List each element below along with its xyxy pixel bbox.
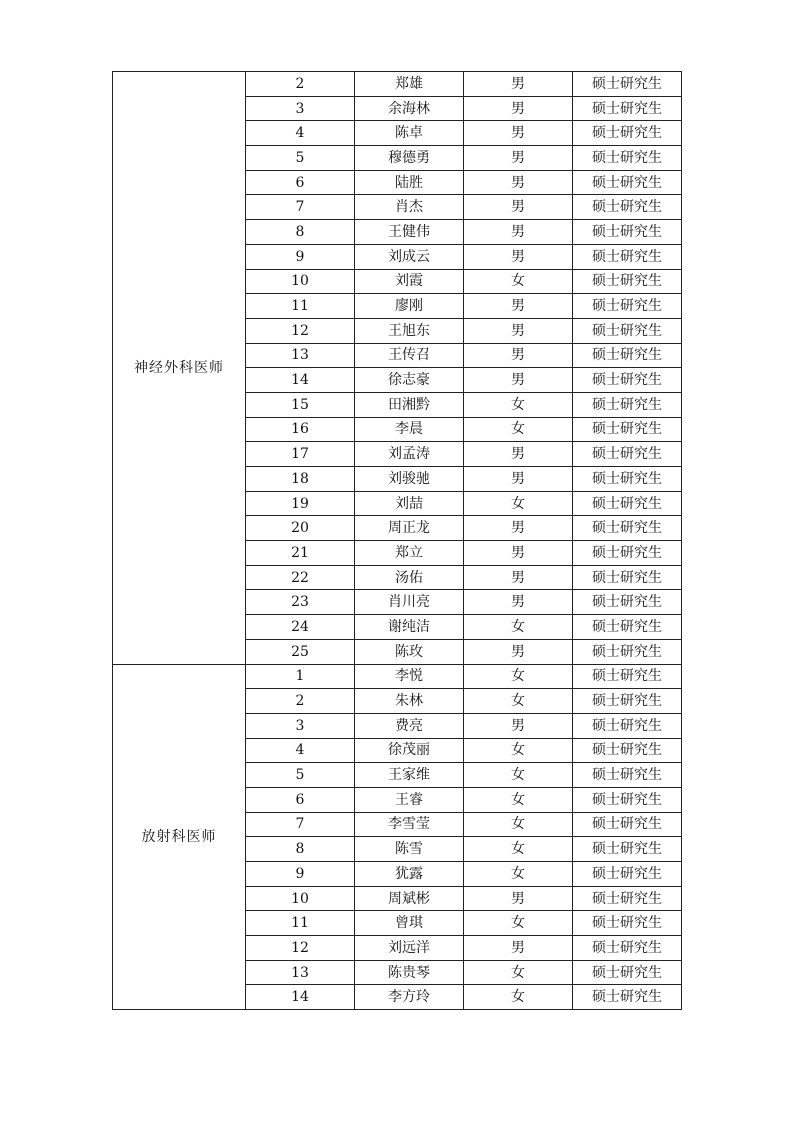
gender-cell: 男 xyxy=(464,368,573,393)
number-cell: 18 xyxy=(246,467,355,492)
number-cell: 9 xyxy=(246,244,355,269)
number-cell: 6 xyxy=(246,170,355,195)
name-cell: 王健伟 xyxy=(355,220,464,245)
name-cell: 犹露 xyxy=(355,862,464,887)
number-cell: 3 xyxy=(246,96,355,121)
number-cell: 12 xyxy=(246,936,355,961)
degree-cell: 硕士研究生 xyxy=(573,565,682,590)
degree-cell: 硕士研究生 xyxy=(573,392,682,417)
degree-cell: 硕士研究生 xyxy=(573,491,682,516)
number-cell: 6 xyxy=(246,787,355,812)
name-cell: 陈卓 xyxy=(355,121,464,146)
degree-cell: 硕士研究生 xyxy=(573,417,682,442)
gender-cell: 男 xyxy=(464,195,573,220)
number-cell: 17 xyxy=(246,442,355,467)
number-cell: 20 xyxy=(246,516,355,541)
name-cell: 李方玲 xyxy=(355,985,464,1010)
number-cell: 23 xyxy=(246,590,355,615)
gender-cell: 女 xyxy=(464,615,573,640)
gender-cell: 男 xyxy=(464,639,573,664)
gender-cell: 女 xyxy=(464,664,573,689)
degree-cell: 硕士研究生 xyxy=(573,689,682,714)
degree-cell: 硕士研究生 xyxy=(573,590,682,615)
gender-cell: 女 xyxy=(464,491,573,516)
degree-cell: 硕士研究生 xyxy=(573,244,682,269)
gender-cell: 女 xyxy=(464,960,573,985)
gender-cell: 男 xyxy=(464,516,573,541)
number-cell: 5 xyxy=(246,763,355,788)
number-cell: 14 xyxy=(246,368,355,393)
number-cell: 5 xyxy=(246,146,355,171)
degree-cell: 硕士研究生 xyxy=(573,763,682,788)
gender-cell: 男 xyxy=(464,72,573,97)
gender-cell: 男 xyxy=(464,294,573,319)
number-cell: 8 xyxy=(246,220,355,245)
degree-cell: 硕士研究生 xyxy=(573,146,682,171)
number-cell: 11 xyxy=(246,911,355,936)
name-cell: 周正龙 xyxy=(355,516,464,541)
degree-cell: 硕士研究生 xyxy=(573,195,682,220)
name-cell: 徐茂丽 xyxy=(355,738,464,763)
gender-cell: 男 xyxy=(464,170,573,195)
name-cell: 刘成云 xyxy=(355,244,464,269)
gender-cell: 女 xyxy=(464,738,573,763)
name-cell: 肖杰 xyxy=(355,195,464,220)
department-cell: 放射科医师 xyxy=(113,664,246,1010)
name-cell: 王传召 xyxy=(355,343,464,368)
name-cell: 刘喆 xyxy=(355,491,464,516)
number-cell: 11 xyxy=(246,294,355,319)
degree-cell: 硕士研究生 xyxy=(573,467,682,492)
gender-cell: 女 xyxy=(464,392,573,417)
gender-cell: 男 xyxy=(464,936,573,961)
name-cell: 王睿 xyxy=(355,787,464,812)
name-cell: 刘骏驰 xyxy=(355,467,464,492)
number-cell: 4 xyxy=(246,121,355,146)
number-cell: 21 xyxy=(246,541,355,566)
name-cell: 费亮 xyxy=(355,713,464,738)
degree-cell: 硕士研究生 xyxy=(573,294,682,319)
staff-roster-table xyxy=(112,71,682,1010)
name-cell: 李雪莹 xyxy=(355,812,464,837)
name-cell: 曾琪 xyxy=(355,911,464,936)
number-cell: 1 xyxy=(246,664,355,689)
table-row xyxy=(113,664,682,689)
degree-cell: 硕士研究生 xyxy=(573,170,682,195)
gender-cell: 女 xyxy=(464,689,573,714)
number-cell: 8 xyxy=(246,837,355,862)
number-cell: 15 xyxy=(246,392,355,417)
gender-cell: 男 xyxy=(464,220,573,245)
number-cell: 25 xyxy=(246,639,355,664)
gender-cell: 男 xyxy=(464,541,573,566)
number-cell: 7 xyxy=(246,195,355,220)
name-cell: 刘孟涛 xyxy=(355,442,464,467)
name-cell: 肖川亮 xyxy=(355,590,464,615)
gender-cell: 男 xyxy=(464,886,573,911)
name-cell: 徐志豪 xyxy=(355,368,464,393)
name-cell: 刘霞 xyxy=(355,269,464,294)
degree-cell: 硕士研究生 xyxy=(573,269,682,294)
gender-cell: 女 xyxy=(464,417,573,442)
name-cell: 王旭东 xyxy=(355,318,464,343)
degree-cell: 硕士研究生 xyxy=(573,886,682,911)
number-cell: 19 xyxy=(246,491,355,516)
name-cell: 穆德勇 xyxy=(355,146,464,171)
name-cell: 刘远洋 xyxy=(355,936,464,961)
degree-cell: 硕士研究生 xyxy=(573,121,682,146)
gender-cell: 女 xyxy=(464,787,573,812)
name-cell: 朱林 xyxy=(355,689,464,714)
table-row xyxy=(113,72,682,97)
degree-cell: 硕士研究生 xyxy=(573,318,682,343)
name-cell: 郑雄 xyxy=(355,72,464,97)
name-cell: 陈贵琴 xyxy=(355,960,464,985)
name-cell: 余海林 xyxy=(355,96,464,121)
name-cell: 李悦 xyxy=(355,664,464,689)
gender-cell: 男 xyxy=(464,565,573,590)
degree-cell: 硕士研究生 xyxy=(573,837,682,862)
gender-cell: 男 xyxy=(464,146,573,171)
degree-cell: 硕士研究生 xyxy=(573,787,682,812)
degree-cell: 硕士研究生 xyxy=(573,442,682,467)
degree-cell: 硕士研究生 xyxy=(573,911,682,936)
number-cell: 14 xyxy=(246,985,355,1010)
degree-cell: 硕士研究生 xyxy=(573,541,682,566)
gender-cell: 女 xyxy=(464,812,573,837)
number-cell: 4 xyxy=(246,738,355,763)
name-cell: 田湘黔 xyxy=(355,392,464,417)
gender-cell: 男 xyxy=(464,343,573,368)
name-cell: 郑立 xyxy=(355,541,464,566)
degree-cell: 硕士研究生 xyxy=(573,738,682,763)
gender-cell: 男 xyxy=(464,467,573,492)
degree-cell: 硕士研究生 xyxy=(573,343,682,368)
degree-cell: 硕士研究生 xyxy=(573,960,682,985)
name-cell: 陆胜 xyxy=(355,170,464,195)
gender-cell: 男 xyxy=(464,318,573,343)
gender-cell: 女 xyxy=(464,985,573,1010)
name-cell: 周斌彬 xyxy=(355,886,464,911)
number-cell: 22 xyxy=(246,565,355,590)
number-cell: 7 xyxy=(246,812,355,837)
number-cell: 9 xyxy=(246,862,355,887)
degree-cell: 硕士研究生 xyxy=(573,985,682,1010)
name-cell: 谢纯洁 xyxy=(355,615,464,640)
name-cell: 廖刚 xyxy=(355,294,464,319)
name-cell: 汤佑 xyxy=(355,565,464,590)
gender-cell: 女 xyxy=(464,911,573,936)
number-cell: 2 xyxy=(246,72,355,97)
name-cell: 陈雪 xyxy=(355,837,464,862)
degree-cell: 硕士研究生 xyxy=(573,516,682,541)
gender-cell: 男 xyxy=(464,442,573,467)
roster-body xyxy=(113,72,682,1010)
degree-cell: 硕士研究生 xyxy=(573,639,682,664)
degree-cell: 硕士研究生 xyxy=(573,220,682,245)
gender-cell: 男 xyxy=(464,121,573,146)
gender-cell: 男 xyxy=(464,96,573,121)
name-cell: 王家维 xyxy=(355,763,464,788)
gender-cell: 男 xyxy=(464,244,573,269)
department-cell: 神经外科医师 xyxy=(113,72,246,665)
number-cell: 13 xyxy=(246,960,355,985)
gender-cell: 女 xyxy=(464,862,573,887)
gender-cell: 女 xyxy=(464,269,573,294)
gender-cell: 女 xyxy=(464,837,573,862)
number-cell: 2 xyxy=(246,689,355,714)
number-cell: 3 xyxy=(246,713,355,738)
name-cell: 陈玫 xyxy=(355,639,464,664)
number-cell: 10 xyxy=(246,886,355,911)
degree-cell: 硕士研究生 xyxy=(573,862,682,887)
gender-cell: 男 xyxy=(464,590,573,615)
degree-cell: 硕士研究生 xyxy=(573,713,682,738)
degree-cell: 硕士研究生 xyxy=(573,664,682,689)
degree-cell: 硕士研究生 xyxy=(573,368,682,393)
degree-cell: 硕士研究生 xyxy=(573,936,682,961)
number-cell: 13 xyxy=(246,343,355,368)
gender-cell: 男 xyxy=(464,713,573,738)
degree-cell: 硕士研究生 xyxy=(573,96,682,121)
name-cell: 李晨 xyxy=(355,417,464,442)
number-cell: 16 xyxy=(246,417,355,442)
gender-cell: 女 xyxy=(464,763,573,788)
number-cell: 24 xyxy=(246,615,355,640)
number-cell: 10 xyxy=(246,269,355,294)
number-cell: 12 xyxy=(246,318,355,343)
degree-cell: 硕士研究生 xyxy=(573,615,682,640)
degree-cell: 硕士研究生 xyxy=(573,812,682,837)
degree-cell: 硕士研究生 xyxy=(573,72,682,97)
